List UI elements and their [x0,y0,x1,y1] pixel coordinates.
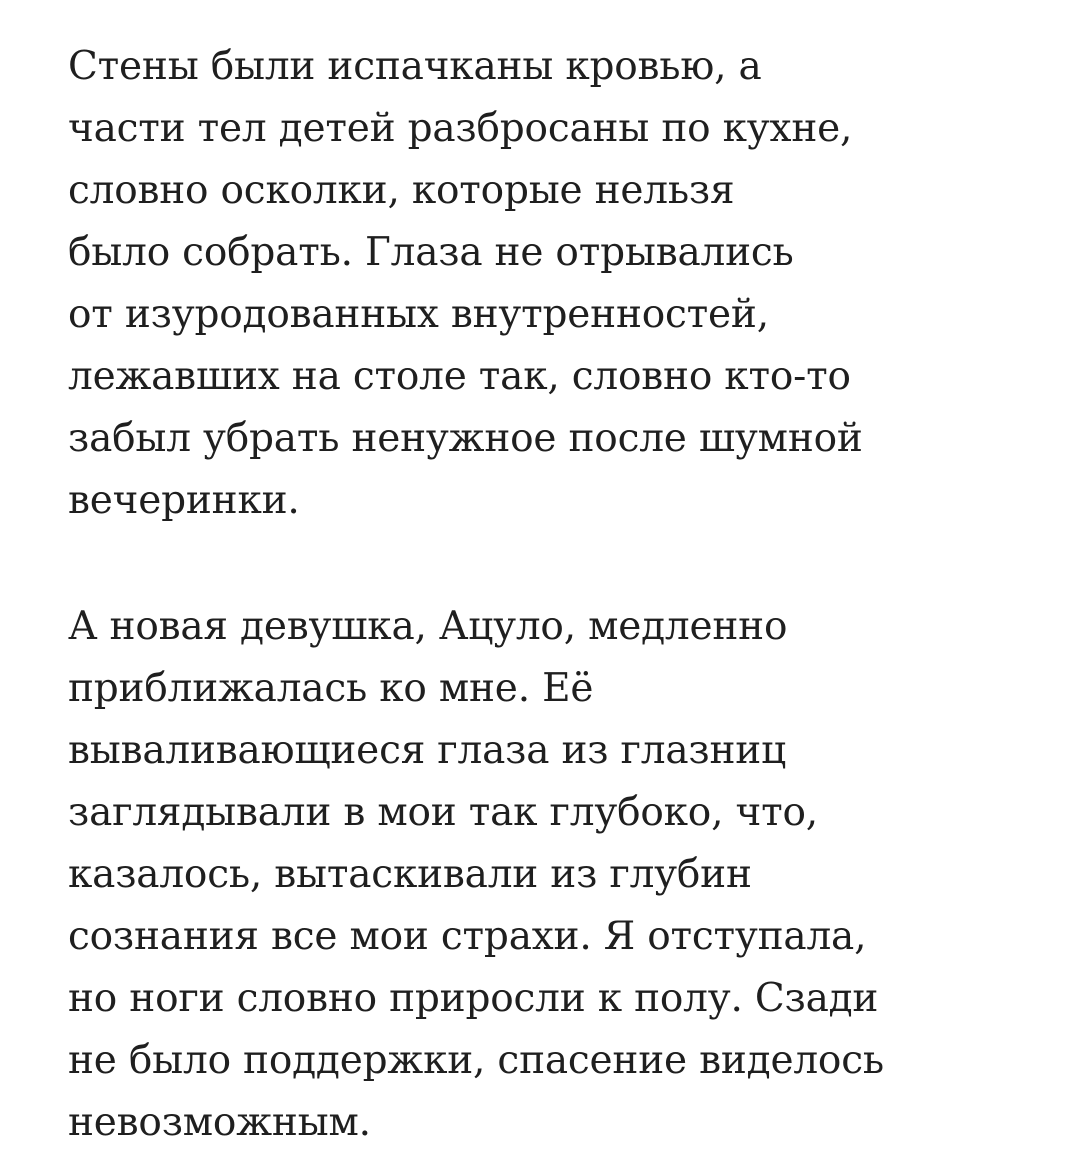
text-line: не было поддержки, спасение виделось [68,1038,884,1083]
text-line: приближалась ко мне. Её [68,666,594,711]
text-line: лежавших на столе так, словно кто-то [68,354,851,399]
text-line: было собрать. Глаза не отрывались [68,230,794,275]
paragraph-1 [68,36,1020,532]
text-line: вываливающиеся глаза из глазниц [68,728,786,773]
text-line: части тел детей разбросаны по кухне, [68,106,853,151]
text-line: казалось, вытаскивали из глубин [68,852,752,897]
text-line: словно осколки, которые нельзя [68,168,735,213]
text-line: Стены были испачканы кровью, а [68,44,762,89]
text-line: заглядывали в мои так глубоко, что, [68,790,818,835]
text-line: от изуродованных внутренностей, [68,292,769,337]
text-line: невозможным. [68,1100,371,1145]
paragraph-2 [68,596,1020,1154]
text-line: забыл убрать ненужное после шумной [68,416,863,461]
text-line: сознания все мои страхи. Я отступала, [68,914,867,959]
text-line: но ноги словно приросли к полу. Сзади [68,976,879,1021]
text-line: вечеринки. [68,478,300,523]
text-line: А новая девушка, Ацуло, медленно [68,604,788,649]
